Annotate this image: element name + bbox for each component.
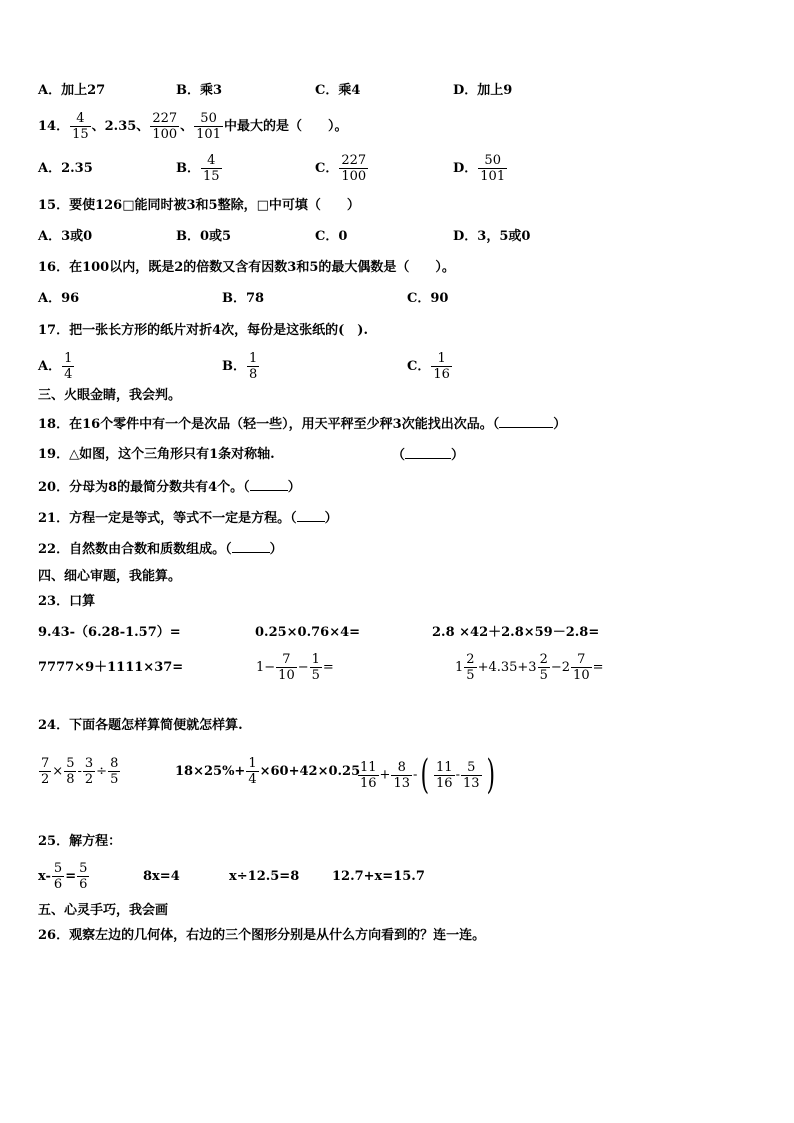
section-3-heading: 三、火眼金睛，我会判。 [38,388,182,403]
q22-answer-blank[interactable] [232,541,270,553]
q16-option-c: C．90 [407,291,449,306]
q24-title: 24．下面各题怎样算简便就怎样算. [38,718,243,733]
q23-expr-1: 9.43-（6.28-1.57）= [38,625,181,640]
q14-option-a: A．2.35 [38,161,93,176]
q25-equation-3: x÷12.5=8 [229,869,300,884]
q23-expr-6: 1 $\frac{2}{5}$ +4.35+3 $\frac{2}{5}$ −2 $\frac{7}{10}$ = [455,652,604,683]
section-5-heading: 五、心灵手巧，我会画 [38,903,169,918]
q23-expr-2: 0.25×0.76×4= [255,625,361,640]
q13-option-b: B．乘3 [176,83,223,98]
q15-option-c: C．0 [315,229,348,244]
q23-title: 23．口算 [38,594,96,609]
q13-option-c: C．乘4 [315,83,361,98]
q21-answer-blank[interactable] [297,510,325,522]
q19-stem: 19．△如图，这个三角形只有1条对称轴. [38,447,275,462]
q24-expr-2: 18×25%+ $\frac{1}{4}$ ×60+42×0.25 [175,756,361,787]
q15-option-a: A．3或0 [38,229,93,244]
q25-equation-1: x- $\frac{5}{6}$ = $\frac{5}{6}$ [38,861,88,892]
q16-stem: 16．在100以内，既是2的倍数又含有因数3和5的最大偶数是（ ）。 [38,260,455,275]
q21-stem: 21．方程一定是等式，等式不一定是方程。（ ） [38,511,338,526]
q16-option-a: A．96 [38,291,80,306]
q24-expr-3: $\frac{11}{16}$ + $\frac{8}{13}$ -( $\frac{11}{16}$ - $\frac{5}{13}$ ) [360,752,495,798]
q20-answer-blank[interactable] [250,479,288,491]
q25-equation-4: 12.7+x=15.7 [332,869,425,884]
q26-stem: 26．观察左边的几何体，右边的三个图形分别是从什么方向看到的？连一连。 [38,928,486,943]
q16-option-b: B．78 [222,291,265,306]
q23-expr-3: 2.8 ×42＋2.8×59－2.8= [432,625,600,640]
q20-stem: 20．分母为8的最简分数共有4个。（ ） [38,480,301,495]
q17-option-c: C． $\frac{1}{16}$ [407,351,450,382]
q14-option-c: C． $\frac{227}{100}$ [315,153,367,184]
q14-option-b: B． $\frac{4}{15}$ [176,153,220,184]
q14-stem: 14． $\frac{4}{15}$ 、2.35、 $\frac{227}{100}$ 、 $\frac{50}{101}$ 中最大的是（ ）。 [38,111,348,142]
q19-answer-blank[interactable] [405,447,451,459]
q13-option-a: A．加上27 [38,83,106,98]
section-4-heading: 四、细心审题，我能算。 [38,569,182,584]
q17-stem: 17．把一张长方形的纸片对折4次，每份是这张纸的( ). [38,323,368,338]
q23-expr-4: 7777×9＋1111×37= [38,660,184,675]
q13-option-d: D．加上9 [453,83,513,98]
q25-title: 25．解方程： [38,834,122,849]
q14-option-d: D． $\frac{50}{101}$ [453,153,506,184]
q18-answer-blank[interactable] [499,416,553,428]
q19-answer: （ ） [392,448,465,463]
q24-expr-1: $\frac{7}{2}$ × $\frac{5}{8}$ - $\frac{3}{2}$ ÷ $\frac{8}{5}$ [41,756,119,787]
q18-stem: 18．在16个零件中有一个是次品（轻一些），用天平秤至少秤3次能找出次品。（ ） [38,417,567,432]
q22-stem: 22．自然数由合数和质数组成。（ ） [38,542,283,557]
q17-option-a: A． $\frac{1}{4}$ [38,351,73,382]
q15-stem: 15．要使126□能同时被3和5整除，□中可填（ ） [38,198,360,213]
q15-option-b: B．0或5 [176,229,232,244]
q15-option-d: D．3，5或0 [453,229,531,244]
q25-equation-2: 8x=4 [143,869,180,884]
q17-option-b: B． $\frac{1}{8}$ [222,351,258,382]
q23-expr-5: 1− $\frac{7}{10}$ − $\frac{1}{5}$ = [256,652,334,683]
